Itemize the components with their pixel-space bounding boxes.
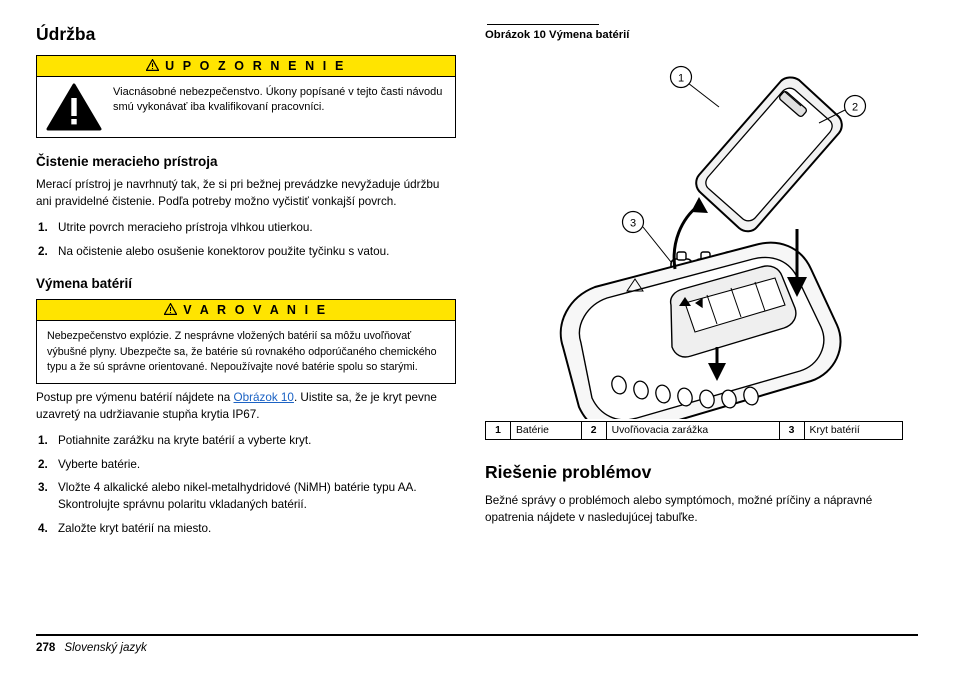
svg-text:3: 3 [629, 217, 637, 230]
right-column [485, 24, 915, 536]
footer-divider [36, 634, 918, 636]
page-number: 278 [36, 641, 56, 654]
legend-text: Kryt batérií [804, 422, 902, 440]
list-item: 4. Založte kryt batérií na miesto. [38, 521, 212, 535]
caution-icon [37, 77, 107, 137]
battery-cover-illustration [696, 77, 842, 231]
caution-title: U P O Z O R N E N I E [165, 59, 346, 73]
step-text: Utrite povrch meracieho prístroja vlhkou utierkou. [58, 221, 313, 235]
step-text: Vložte 4 alkalické alebo nikel-metalhydridové (NiMH) batérie typu AA. Skontrolujte správnu polaritu vkladaných batérií. [58, 481, 417, 512]
battery-intro-after: . Uistite sa, že je kryt pevne uzavretý na udržiavanie stupňa krytia IP67. [36, 391, 437, 421]
list-item: 2. Na očistenie alebo osušenie konektorov použite tyčinku s vatou. [38, 244, 390, 258]
legend-number: 2 [581, 422, 606, 440]
page-footer [36, 641, 147, 654]
meter-body-illustration [561, 243, 901, 419]
troubleshooting-paragraph: Bežné správy o problémoch alebo symptómoch, možné príčiny a nápravné opatrenia nájdete v nasledujúcej tabuľke. [485, 494, 873, 524]
figure-rule [487, 24, 599, 25]
figure-10-link[interactable]: Obrázok 10 [233, 391, 294, 404]
step-text: Založte kryt batérií na miesto. [58, 521, 212, 535]
figure-legend-table [485, 421, 903, 440]
page-title: Údržba [36, 24, 96, 44]
step-text: Na očistenie alebo osušenie konektorov použite tyčinku s vatou. [58, 244, 390, 258]
legend-number: 3 [779, 422, 804, 440]
svg-text:1: 1 [677, 72, 685, 85]
warning-header [37, 300, 455, 321]
legend-text: Batérie [511, 422, 582, 440]
step-text: Vyberte batérie. [58, 457, 141, 471]
svg-text:2: 2 [851, 101, 859, 114]
caution-text: Viacnásobné nebezpečenstvo. Úkony popísané v tejto časti návodu smú vykonávať iba kvalifikovaní pracovníci. [113, 86, 443, 114]
figure-battery-replacement [485, 47, 913, 417]
warning-triangle-icon [164, 303, 177, 315]
legend-text: Uvoľňovacia zarážka [606, 422, 779, 440]
battery-intro-paragraph [36, 390, 456, 423]
battery-steps [36, 433, 456, 537]
caution-admonition [36, 55, 456, 138]
figure-caption: Obrázok 10 Výmena batérií [485, 29, 630, 41]
battery-intro-before: Postup pre výmenu batérií nájdete na [36, 391, 234, 404]
left-column [36, 24, 456, 547]
cleaning-paragraph: Merací prístroj je navrhnutý tak, že si pri bežnej prevádzke nevyžaduje údržbu ani pravidelné čistenie. Podľa potreby možno vyčistiť vonkajší povrch. [36, 178, 440, 208]
troubleshooting-heading: Riešenie problémov [485, 462, 652, 482]
warning-title: V A R O V A N I E [183, 303, 328, 318]
warning-triangle-icon [146, 59, 159, 71]
list-item: 1. Potiahnite zarážku na kryte batérií a vyberte kryt. [38, 434, 312, 448]
warning-admonition [36, 299, 456, 384]
list-item: 2. Vyberte batérie. [38, 457, 141, 471]
list-item: 1. Utrite povrch meracieho prístroja vlhkou utierkou. [38, 221, 313, 235]
footer-language: Slovenský jazyk [64, 641, 147, 654]
legend-number: 1 [486, 422, 511, 440]
battery-heading: Výmena batérií [36, 276, 133, 292]
warning-text: Nebezpečenstvo explózie. Z nesprávne vložených batérií sa môžu uvoľňovať výbušné plyny. Ubezpečte sa, že batérie sú rovnakého odporúčaného chemického typu a že sú správne orientované. Nepoužívajte nové batérie spolu so starými. [47, 330, 437, 373]
cleaning-steps [36, 220, 456, 260]
caution-header [37, 56, 455, 77]
cleaning-heading: Čistenie meracieho prístroja [36, 154, 218, 169]
table-row [486, 422, 903, 440]
list-item: 3. Vložte 4 alkalické alebo nikel-metalhydridové (NiMH) batérie typu AA. Skontrolujte správnu polaritu vkladaných batérií. [38, 481, 417, 512]
step-text: Potiahnite zarážku na kryte batérií a vyberte kryt. [58, 434, 312, 448]
